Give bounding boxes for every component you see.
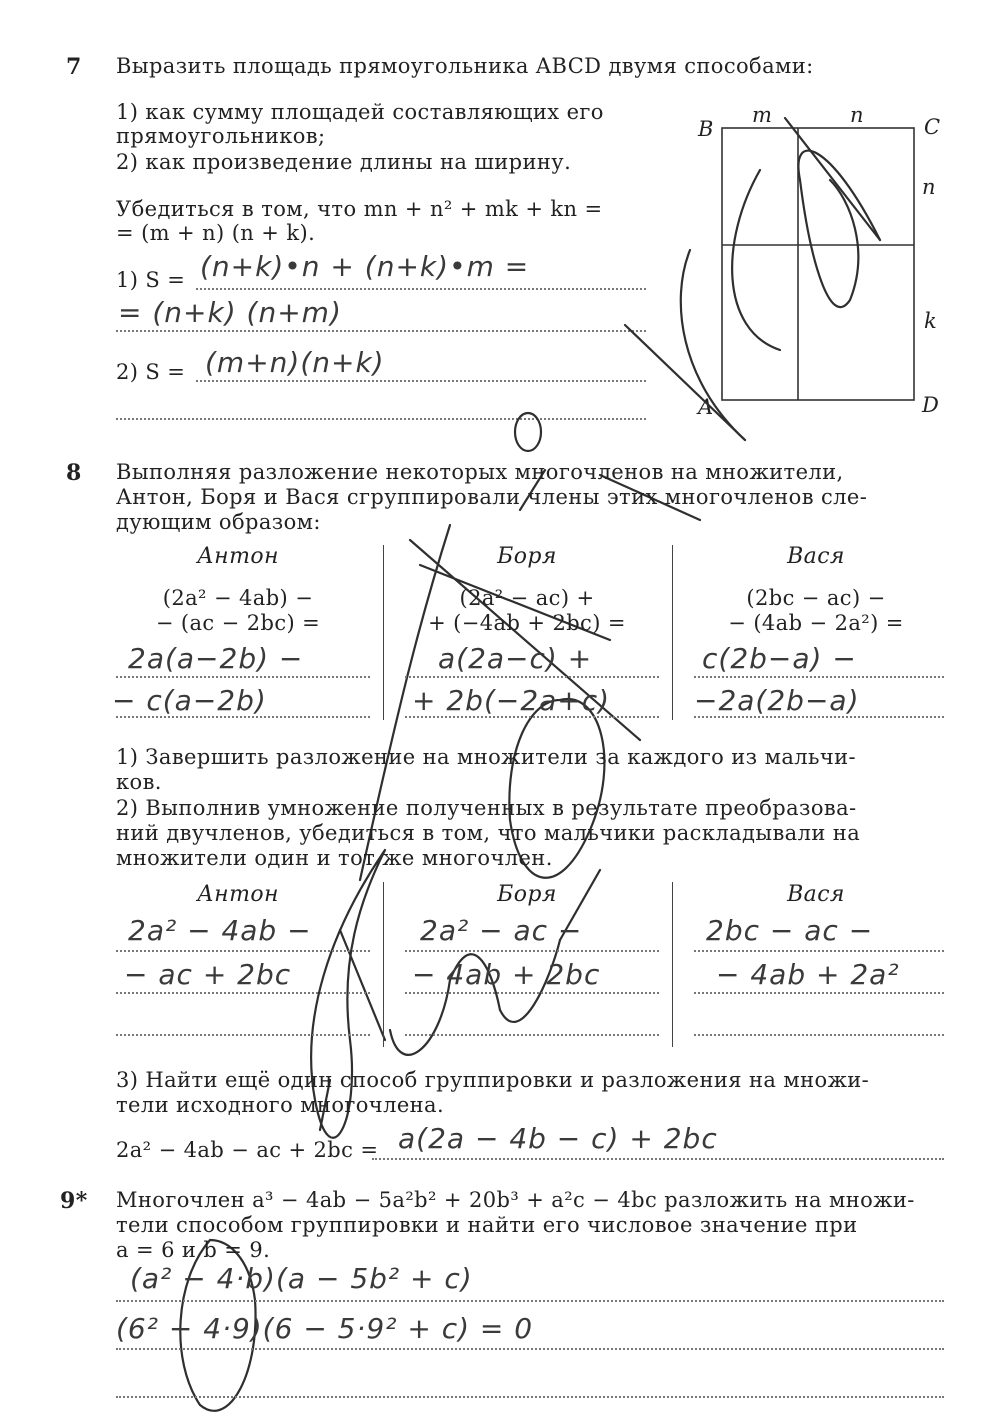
group-expression-line2: − (4ab − 2a²) = — [728, 611, 904, 635]
answer-line — [372, 1158, 944, 1160]
handwritten-answer: (m+n)(n+k) — [205, 346, 385, 379]
group-expression-line2: + (−4ab + 2bc) = — [428, 611, 626, 635]
handwritten-answer: a(2a−c) + — [438, 642, 593, 675]
answer-line — [694, 676, 944, 678]
task9-line1: Многочлен a³ − 4ab − 5a²b² + 20b³ + a²c − 4bc разложить на множи- — [116, 1188, 915, 1212]
task8-q3-line2: тели исходного многочлена. — [116, 1093, 445, 1117]
handwritten-answer: c(2b−a) − — [702, 642, 857, 675]
column-header-borya: Боря — [497, 882, 557, 907]
answer-line — [694, 950, 944, 952]
answer-line — [405, 992, 659, 994]
scribble-zero-mark — [515, 413, 541, 451]
answer-line — [116, 992, 370, 994]
task7-verify-line1: Убедиться в том, что mn + n² + mk + kn = — [116, 197, 603, 221]
side-n-right-label: n — [922, 175, 936, 199]
task7-item1-line1: 1) как сумму площадей составляющих его — [116, 100, 604, 124]
answer-line — [116, 1348, 944, 1350]
answer-line — [116, 676, 370, 678]
column-divider — [672, 545, 673, 720]
task8-q3-line1: 3) Найти ещё один способ группировки и разложения на множи- — [116, 1068, 870, 1092]
handwritten-answer: 2a² − 4ab − — [128, 914, 312, 947]
answer-line — [116, 950, 370, 952]
handwritten-answer: = (n+k) (n+m) — [118, 296, 342, 329]
handwritten-answer: − 4ab + 2bc — [412, 958, 601, 991]
handwritten-answer: − 4ab + 2a² — [716, 958, 900, 991]
task8-intro-line2: Антон, Боря и Вася сгруппировали члены этих многочленов сле- — [116, 485, 868, 509]
vertex-a-label: A — [698, 395, 714, 419]
vertex-c-label: C — [924, 115, 941, 139]
task7-ans2-label: 2) S = — [116, 360, 186, 384]
answer-line — [116, 1300, 944, 1302]
task7-title: Выразить площадь прямоугольника ABCD двумя способами: — [116, 54, 814, 78]
column-divider — [383, 545, 384, 720]
handwritten-answer: 2bc − ac − — [706, 914, 874, 947]
task7-verify-line2: = (m + n) (n + k). — [116, 221, 316, 245]
task8-q1-line2: ков. — [116, 770, 162, 794]
handwritten-answer: + 2b(−2a+c) — [412, 684, 611, 717]
handwritten-answer: 2a² − ac − — [420, 914, 583, 947]
answer-line — [694, 1034, 944, 1036]
column-header-vasya: Вася — [787, 544, 845, 569]
handwritten-answer: −2a(2b−a) — [694, 684, 860, 717]
answer-line — [405, 950, 659, 952]
scribble-stroke — [681, 250, 745, 440]
handwritten-answer: (6² − 4·9)(6 − 5·9² + c) = 0 — [116, 1312, 534, 1345]
task9-line3: a = 6 и b = 9. — [116, 1238, 271, 1262]
task8-q1-line1: 1) Завершить разложение на множители за каждого из мальчи- — [116, 745, 856, 769]
group-expression-line1: (2bc − ac) − — [746, 586, 886, 610]
side-k-label: k — [924, 309, 938, 333]
scribble-stroke — [798, 151, 880, 307]
task7-number: 7 — [66, 54, 82, 80]
task8-q2-line2: ний двучленов, убедиться в том, что мальчики раскладывали на — [116, 821, 861, 845]
vertex-d-label: D — [922, 393, 940, 417]
vertex-b-label: B — [698, 117, 714, 141]
group-expression-line2: − (ac − 2bc) = — [155, 611, 321, 635]
answer-line — [405, 1034, 659, 1036]
group-expression-line1: (2a² − 4ab) − — [162, 586, 314, 610]
column-divider — [672, 882, 673, 1047]
task7-item1-line2: прямоугольников; — [116, 124, 326, 148]
column-divider — [383, 882, 384, 1047]
side-m-label: m — [752, 103, 773, 127]
task7-ans1-label: 1) S = — [116, 268, 186, 292]
task8-intro-line3: дующим образом: — [116, 510, 321, 534]
task8-intro-line1: Выполняя разложение некоторых многочленов на множители, — [116, 460, 844, 484]
task8-q2-line3: множители один и тот же многочлен. — [116, 846, 553, 870]
side-n-top-label: n — [850, 103, 864, 127]
column-header-vasya: Вася — [787, 882, 845, 907]
answer-line — [116, 1034, 370, 1036]
handwritten-answer: − c(a−2b) — [112, 684, 267, 717]
task7-item2: 2) как произведение длины на ширину. — [116, 150, 572, 174]
column-header-borya: Боря — [497, 544, 557, 569]
task8-q2-line1: 2) Выполнив умножение полученных в результате преобразова- — [116, 796, 857, 820]
group-expression-line1: (2a² − ac) + — [459, 586, 595, 610]
answer-line — [405, 676, 659, 678]
task8-number: 8 — [66, 460, 82, 486]
handwritten-answer: a(2a − 4b − c) + 2bc — [398, 1122, 718, 1155]
handwritten-answer: (a² − 4·b)(a − 5b² + c) — [130, 1262, 473, 1295]
task8-q3-expression: 2a² − 4ab − ac + 2bc = — [116, 1138, 379, 1162]
task9-line2: тели способом группировки и найти его числовое значение при — [116, 1213, 858, 1237]
column-header-anton: Антон — [197, 544, 279, 569]
handwritten-answer: (n+k)•n + (n+k)•m = — [200, 250, 530, 283]
column-header-anton: Антон — [197, 882, 279, 907]
handwritten-answer: 2a(a−2b) − — [128, 642, 304, 675]
answer-line — [694, 992, 944, 994]
answer-line — [116, 1396, 944, 1398]
task9-number: 9* — [60, 1188, 88, 1214]
handwritten-answer: − ac + 2bc — [124, 958, 292, 991]
scribble-stroke — [732, 170, 780, 350]
